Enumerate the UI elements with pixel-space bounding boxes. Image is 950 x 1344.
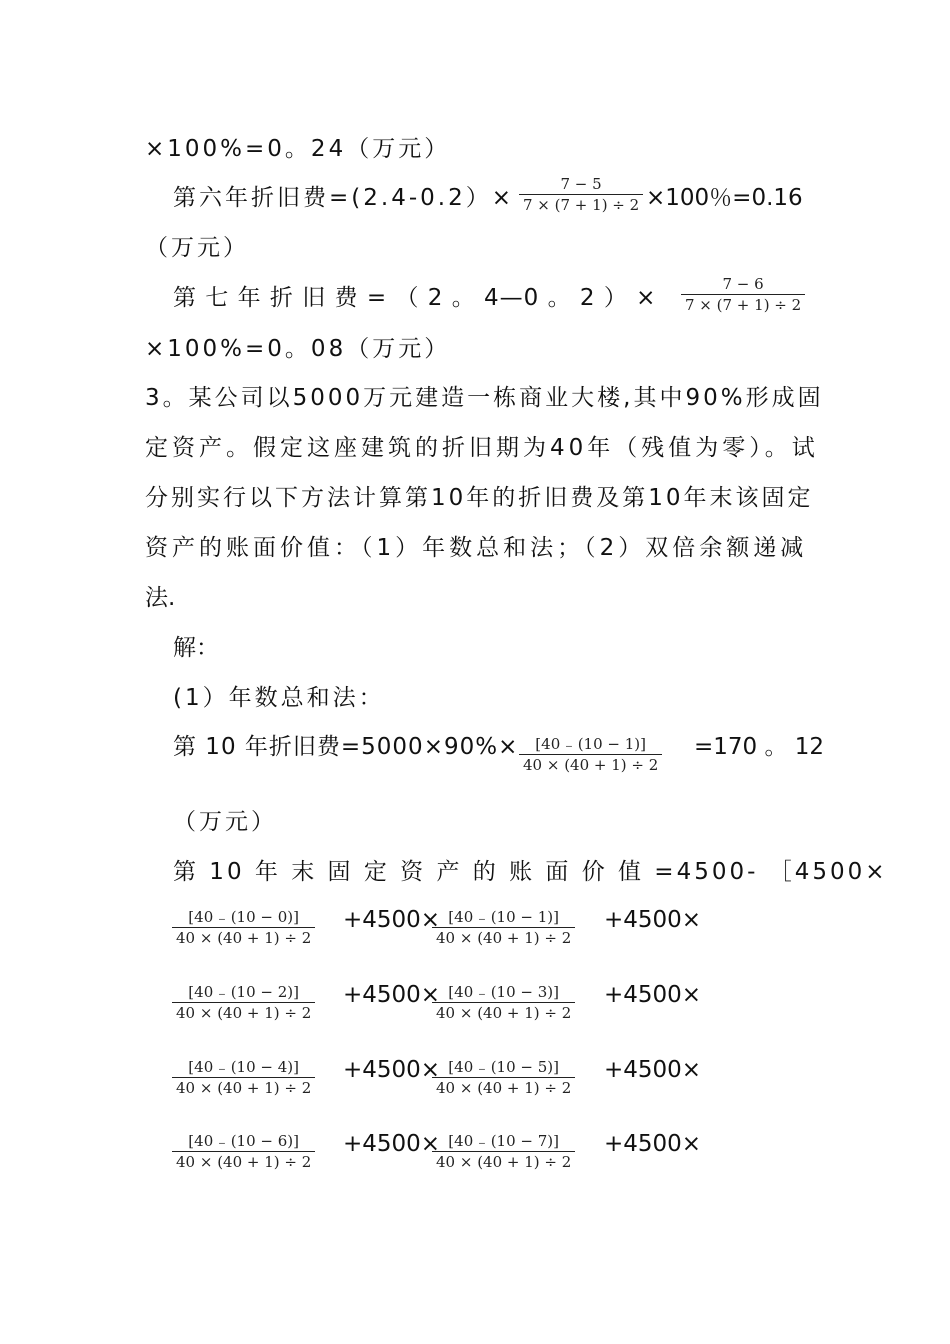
text-line-5: ×100%=0。08（万元） xyxy=(145,336,451,362)
fraction-numerator: 7 − 6 xyxy=(722,275,764,293)
text-line-10: 法. xyxy=(145,585,176,611)
fraction-sixth-year xyxy=(519,174,643,215)
plus-term: +4500× xyxy=(604,1131,702,1157)
text-line-13a: 第 10 年折旧费=5000×90%× xyxy=(173,734,519,760)
text-line-8: 分别实行以下方法计算第10年的折旧费及第10年末该固定 xyxy=(145,485,814,511)
plus-term: +4500× xyxy=(604,1057,702,1083)
fraction-g4 xyxy=(172,1057,315,1098)
fraction-g6 xyxy=(172,1131,315,1172)
fraction-numerator: [40 ₋ (10 − 4)] xyxy=(188,1058,299,1076)
text-line-1: ×100%=0。24（万元） xyxy=(145,136,451,162)
fraction-numerator: 7 − 5 xyxy=(560,175,602,193)
fraction-tenth-year xyxy=(519,734,662,775)
text-line-14: （万元） xyxy=(173,809,277,835)
fraction-numerator: [40 ₋ (10 − 0)] xyxy=(188,908,299,926)
fraction-denominator: 40 × (40 + 1) ÷ 2 xyxy=(176,929,312,947)
fraction-denominator: 40 × (40 + 1) ÷ 2 xyxy=(176,1153,312,1171)
fraction-denominator: 40 × (40 + 1) ÷ 2 xyxy=(436,1153,572,1171)
fraction-g2 xyxy=(172,982,315,1023)
fraction-g0 xyxy=(172,907,315,948)
fraction-numerator: [40 ₋ (10 − 5)] xyxy=(448,1058,559,1076)
plus-term: +4500× xyxy=(604,982,702,1008)
plus-term: +4500× xyxy=(343,1131,441,1157)
fraction-g3 xyxy=(432,982,575,1023)
fraction-g7 xyxy=(432,1131,575,1172)
fraction-denominator: 40 × (40 + 1) ÷ 2 xyxy=(523,756,659,774)
text-line-3: （万元） xyxy=(145,235,249,261)
plus-term: +4500× xyxy=(343,1057,441,1083)
fraction-denominator: 40 × (40 + 1) ÷ 2 xyxy=(176,1079,312,1097)
text-line-13b: =170 。 12 xyxy=(694,734,825,760)
fraction-numerator: [40 ₋ (10 − 1)] xyxy=(448,908,559,926)
fraction-denominator: 7 × (7 + 1) ÷ 2 xyxy=(523,196,640,214)
fraction-denominator: 40 × (40 + 1) ÷ 2 xyxy=(436,929,572,947)
text-line-4a: 第 七 年 折 旧 费 = （ 2 。 4—0 。 2 ） × xyxy=(173,285,657,311)
plus-term: +4500× xyxy=(604,907,702,933)
text-line-7: 定资产。假定这座建筑的折旧期为40年（残值为零）。试 xyxy=(145,435,819,461)
fraction-numerator: [40 ₋ (10 − 6)] xyxy=(188,1132,299,1150)
text-line-2a: 第六年折旧费=(2.4-0.2）× xyxy=(173,185,514,211)
fraction-g1 xyxy=(432,907,575,948)
plus-term: +4500× xyxy=(343,982,441,1008)
fraction-denominator: 7 × (7 + 1) ÷ 2 xyxy=(685,296,802,314)
fraction-g5 xyxy=(432,1057,575,1098)
fraction-denominator: 40 × (40 + 1) ÷ 2 xyxy=(436,1004,572,1022)
text-line-12: (1）年数总和法： xyxy=(173,685,385,711)
fraction-numerator: [40 ₋ (10 − 7)] xyxy=(448,1132,559,1150)
fraction-denominator: 40 × (40 + 1) ÷ 2 xyxy=(436,1079,572,1097)
text-line-15: 第 10 年 末 固 定 资 产 的 账 面 价 值 =4500- ［4500× xyxy=(173,859,888,885)
text-line-9: 资产的账面价值：（1）年数总和法；（2）双倍余额递减 xyxy=(145,535,808,561)
text-line-11: 解： xyxy=(173,635,219,661)
fraction-numerator: [40 ₋ (10 − 1)] xyxy=(535,735,646,753)
fraction-numerator: [40 ₋ (10 − 3)] xyxy=(448,983,559,1001)
plus-term: +4500× xyxy=(343,907,441,933)
fraction-numerator: [40 ₋ (10 − 2)] xyxy=(188,983,299,1001)
text-line-6: 3。某公司以5000万元建造一栋商业大楼,其中90%形成固 xyxy=(145,385,824,411)
text-line-2b: ×100％=0.16 xyxy=(646,185,803,211)
fraction-denominator: 40 × (40 + 1) ÷ 2 xyxy=(176,1004,312,1022)
fraction-seventh-year xyxy=(681,274,805,315)
